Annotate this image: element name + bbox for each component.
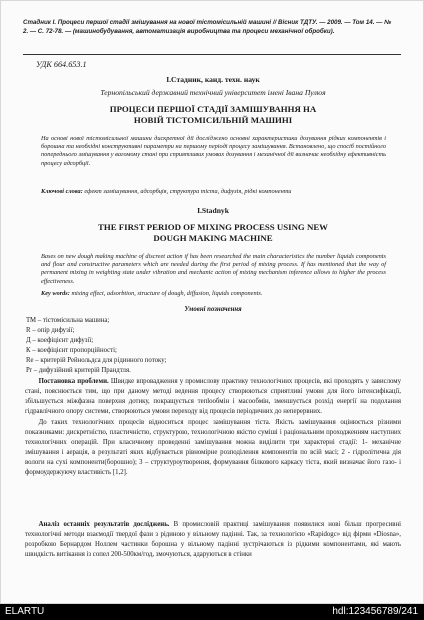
repository-name: ELARTU — [5, 606, 45, 617]
title-en-line2: DOUGH MAKING MACHINE — [153, 233, 273, 243]
section-problem-heading: Постановка проблеми. — [38, 378, 109, 385]
abstract-ua: На основі нової тістомісильної машини дискретної дії досліджено основні характеристики дозування рідких компонентів і борошна та необхідні конструктивні параметри на першому періоді процесу замішування. Встановлено, що спосіб постійного попереднього змішування у вагомому стані при сприятливих умовах дозування і механічної дії визначає необхідну ефективність процесу адсорбції. — [41, 135, 386, 167]
section-problem — [25, 377, 401, 417]
paragraph-mixing-stages-text: До таких технологічних процесів відноситься процес замішування тіста. Якість замішування оцінюється різними показниками: дискретністю, пластичністю, структурою, технологічною якістю суміші і раціональним проходженням наступних технологічних операцій. При класичному проведенні замішування можна виділити три характерні стадії: 1- механічне змішування і аерація, в результаті яких відбувається рівномірне розподілення компонентів по всій масі; 2 - гідролітична дія вологи на сухі компоненти(борошно); 3 – структуроутворення, формування білкового каркасу тіста, який визначає його газо- і формоудержуючу властивість [1,2]. — [25, 419, 401, 476]
title-ua — [21, 104, 405, 126]
keywords-ua-text: ефект замішування, адсорбція, структура тіста, дифузія, рідкі компоненти — [84, 188, 292, 195]
repository-footer — [0, 604, 424, 620]
notation-item: R – опір дифузії; — [26, 327, 75, 335]
handle-id: hdl:123456789/241 — [332, 606, 418, 617]
abstract-en: Bases on new dough making machine of discreet action if has been researched the main characteristics the number liquids components and flour and constructive parameters which are needed during the first period of mixing process. If has mentioned that the way of permanent mixing in weighting state under vibration and mechanic action of mixing mechanism inference allows to higher the process effectiveness. — [41, 253, 386, 285]
paragraph-mixing-stages — [25, 418, 401, 478]
title-ua-line2: НОВІЙ ТІСТОМІСИЛЬНІЙ МАШИНІ — [133, 115, 293, 125]
running-head: Стадник І. Процеси першої стадії змішування на нової тістомісильній машині // Вісник ТДТУ. — 2009. — Том 14. — № 2. — С. 72-78. — (машинобудування, автоматизація виробництва та процеси механічної обробки). — [23, 19, 392, 35]
notation-item: ТМ – тістомісильна машина; — [26, 317, 110, 324]
notation-item: Pr – дифузійний критерій Прандтля. — [26, 367, 131, 375]
institution-ua: Тернопільський державний технічний університет імені Івана Пулюя — [100, 88, 326, 97]
notation-item: К – коефіцієнт пропорційності; — [26, 347, 117, 355]
notation-item: Д – коефіцієнт дифузії; — [26, 337, 94, 345]
udk-code: УДК 664.653.1 — [36, 60, 87, 69]
keywords-ua — [41, 188, 386, 196]
notation-title: Умовні позначення — [184, 306, 242, 313]
notation-list — [26, 316, 166, 377]
keywords-en — [41, 290, 386, 298]
section-analysis — [25, 520, 401, 560]
keywords-en-label: Key words: — [41, 290, 70, 297]
section-analysis-heading: Аналіз останніх результатів досліджень. — [38, 521, 170, 528]
section-problem-text: Швидке впровадження у промислову практику технологічних процесів, які проходять у завислому стані, пояснюється тим, що при даному методі ведення процесу створюються сприятливі умови для його інтенсифікації, збільшується міжфазна поверхня дотику, покращується тепloобмін і масообмін, зменшується розхід енергії на подолання гідравлічного опору системи, створюються умови переходу від процесів періодичних до неперервних. — [25, 378, 401, 415]
header-divider — [23, 54, 401, 55]
keywords-en-text: mixing effect, adsorbtion, structure of dough, diffusion, liquids components. — [71, 290, 263, 297]
title-en — [21, 222, 405, 244]
title-en-line1: THE FIRST PERIOD OF MIXING PROCESS USING NEW — [98, 222, 328, 232]
author-en: I.Stadnyk — [197, 206, 229, 215]
section-analysis-text: В промисловій практиці замішування появилися нові більш прогресивні технологічні методи взаємодії твердої фази з рідиною у вільному падінні. Так, за технологією «Rapidogc» від фірми «Diosna», розробкою Бернардом Ноллем частинки борошна у вільному падінні зустрічаються із рідкими компонентами, які мають швидкість витікання із сопел 200-500км/год, змочуються, адаруються в стінки — [25, 521, 401, 558]
keywords-ua-label: Ключові слова: — [41, 188, 83, 195]
title-ua-line1: ПРОЦЕСИ ПЕРШОЇ СТАДІЇ ЗАМІШУВАННЯ НА — [109, 104, 317, 114]
author-ua: І.Стадник, канд. техн. наук — [166, 75, 260, 84]
notation-item: Re – критерій Рейнольдса для рідинного потоку; — [26, 357, 167, 365]
